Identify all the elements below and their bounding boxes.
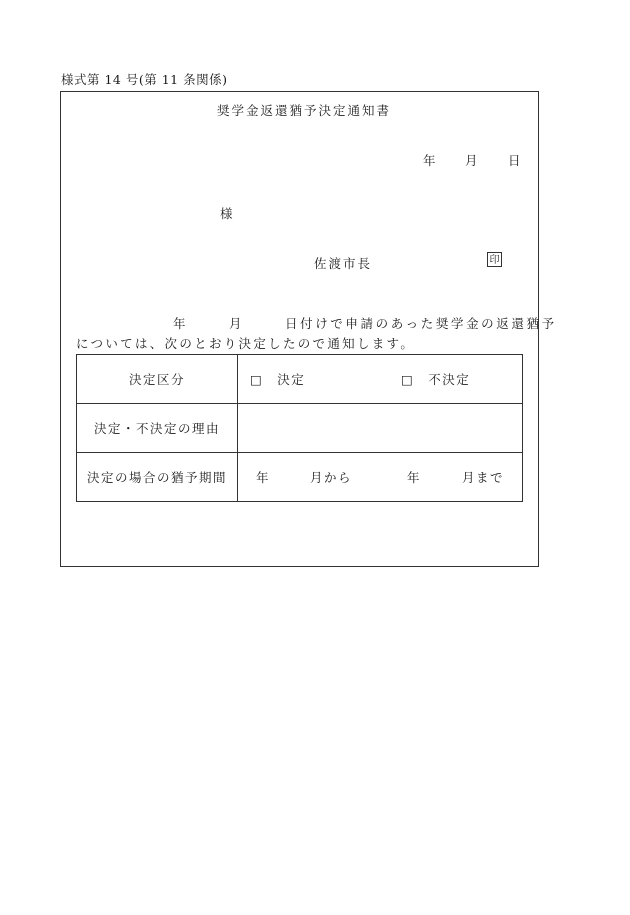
decision-table (76, 354, 523, 502)
document-title: 奨学金返還猶予決定通知書 (217, 103, 392, 118)
reason-field[interactable] (238, 404, 523, 453)
period-label: 決定の場合の猶予期間 (77, 453, 238, 502)
date-month-label: 月 (465, 153, 480, 168)
date-day-label: 日 (508, 153, 523, 168)
decision-type-label: 決定区分 (77, 355, 238, 404)
approve-checkbox-option[interactable]: □ 決定 (250, 372, 306, 387)
addressee-honorific: 様 (220, 206, 235, 221)
seal-mark: 印 (487, 252, 502, 267)
table-row-decision-type (77, 355, 523, 404)
date-year-label: 年 (423, 153, 438, 168)
body-month-label: 月 (229, 316, 244, 331)
period-to-year: 年 (407, 470, 422, 485)
reject-checkbox-option[interactable]: □ 不決定 (401, 372, 471, 387)
issuer-name: 佐渡市長 (314, 256, 373, 271)
body-line2-text: については、次のとおり決定したので通知します。 (76, 336, 416, 351)
form-number: 様式第 14 号(第 11 条関係) (61, 72, 228, 87)
period-to-month: 月まで (462, 470, 505, 485)
table-row-period (77, 453, 523, 502)
table-row-reason (77, 404, 523, 453)
decision-type-cell (238, 355, 523, 404)
period-from-year: 年 (256, 470, 271, 485)
body-year-label: 年 (173, 316, 188, 331)
reason-label: 決定・不決定の理由 (77, 404, 238, 453)
period-from-month: 月から (310, 470, 353, 485)
period-cell (238, 453, 523, 502)
body-line1-text: 日付けで申請のあった奨学金の返還猶予 (285, 316, 557, 331)
